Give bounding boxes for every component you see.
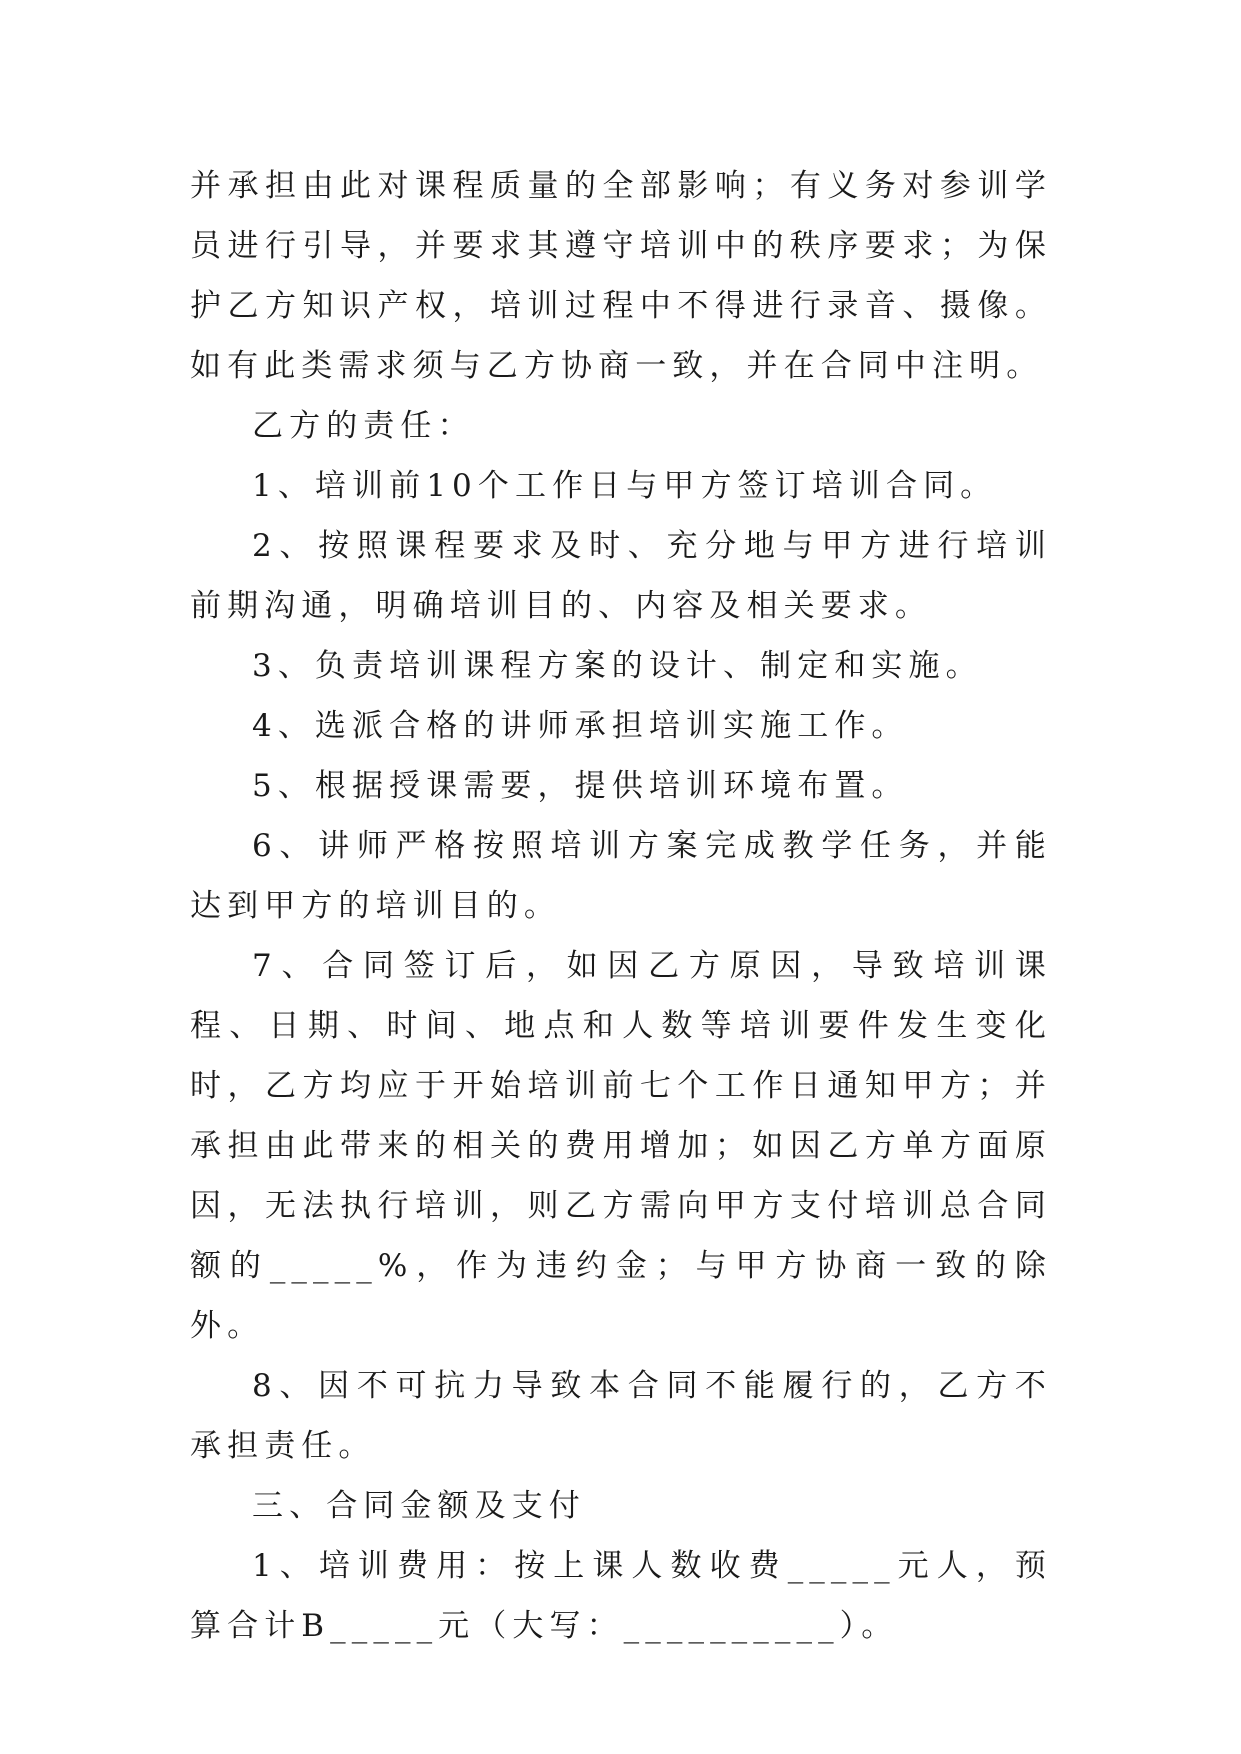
clause-b-7: 7、合同签订后，如因乙方原因，导致培训课程、日期、时间、地点和人数等培训要件发生变化时，乙方均应于开始培训前七个工作日通知甲方；并承担由此带来的相关的费用增加；如因乙方单方面原因，无法执行培训，则乙方需向甲方支付培训总合同额的_____%，作为违约金；与甲方协商一致的除外。 bbox=[190, 948, 1052, 1344]
clause-b-3: 3、负责培训课程方案的设计、制定和实施。 bbox=[252, 648, 983, 684]
clause-b-6: 6、讲师严格按照培训方案完成教学任务，并能达到甲方的培训目的。 bbox=[190, 828, 1052, 924]
document-page bbox=[190, 156, 1052, 1656]
clause-b-4: 4、选派合格的讲师承担培训实施工作。 bbox=[252, 708, 909, 744]
clause-b-2: 2、按照课程要求及时、充分地与甲方进行培训前期沟通，明确培训目的、内容及相关要求。 bbox=[190, 528, 1052, 624]
paragraph-party-a-obligations: 并承担由此对课程质量的全部影响；有义务对参训学员进行引导，并要求其遵守培训中的秩序要求；为保护乙方知识产权，培训过程中不得进行录音、摄像。如有此类需求须与乙方协商一致，并在合同中注明。 bbox=[190, 168, 1052, 384]
heading-party-b-responsibilities: 乙方的责任： bbox=[252, 408, 475, 444]
clause-fee: 1、培训费用：按上课人数收费_____元人，预算合计B_____元（大写：__________）。 bbox=[190, 1548, 1052, 1644]
clause-b-8: 8、因不可抗力导致本合同不能履行的，乙方不承担责任。 bbox=[190, 1368, 1052, 1464]
section-heading-amount-payment: 三、合同金额及支付 bbox=[252, 1488, 586, 1524]
clause-b-1: 1、培训前10个工作日与甲方签订培训合同。 bbox=[252, 468, 998, 504]
clause-b-5: 5、根据授课需要，提供培训环境布置。 bbox=[252, 768, 909, 804]
